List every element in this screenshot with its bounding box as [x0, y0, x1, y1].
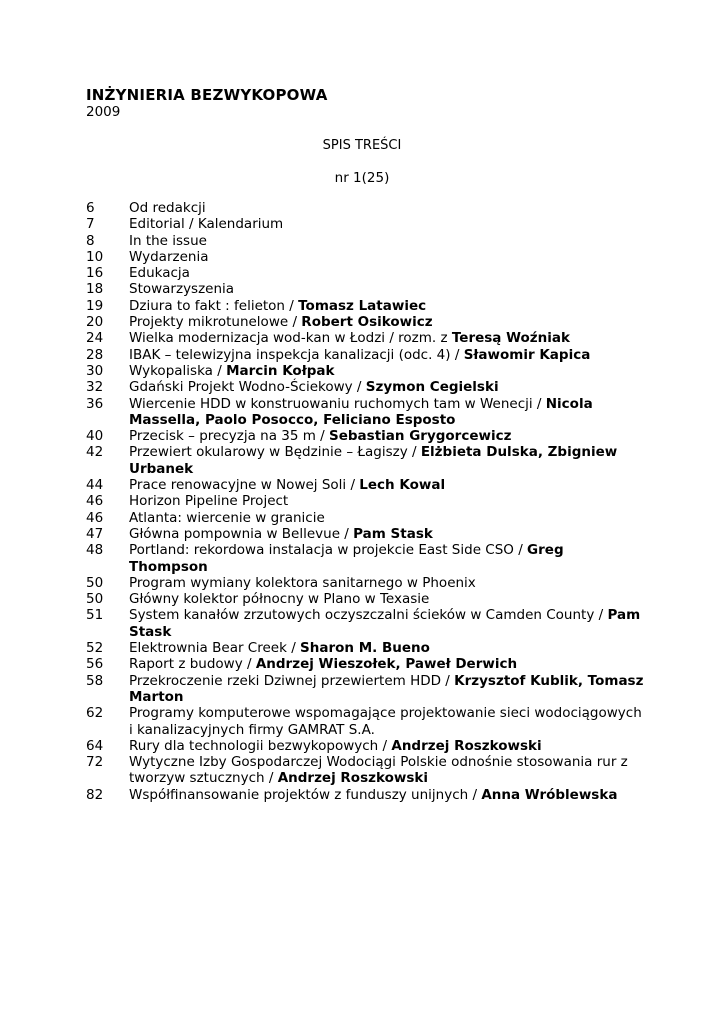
toc-author: Andrzej Roszkowski	[277, 770, 428, 787]
toc-entry	[86, 738, 646, 754]
toc-page-number: 47	[86, 525, 104, 542]
toc-title: Gdański Projekt Wodno-Ściekowy /	[129, 379, 366, 396]
toc-entry-text	[129, 428, 646, 444]
toc-entry	[86, 314, 646, 330]
toc-entry-text	[129, 298, 646, 314]
toc-entry	[86, 510, 646, 526]
toc-title: Wydarzenia	[129, 248, 209, 265]
toc-title: Od redakcji	[129, 200, 206, 216]
toc-author: Lech Kowal	[359, 477, 446, 494]
toc-title: In the issue	[129, 232, 207, 249]
toc-entry-text	[129, 396, 646, 429]
toc-page-number: 7	[86, 216, 95, 233]
toc-author: Andrzej Roszkowski	[391, 737, 542, 754]
toc-page-number: 44	[86, 477, 104, 494]
toc-entry	[86, 330, 646, 346]
toc-title: Elektrownia Bear Creek /	[129, 640, 301, 657]
toc-title: Edukacja	[129, 265, 190, 282]
toc-entry-text	[129, 265, 646, 281]
toc-page-number: 18	[86, 281, 104, 298]
toc-author: Marcin Kołpak	[226, 362, 335, 379]
toc-entry	[86, 216, 646, 232]
toc-entry	[86, 526, 646, 542]
toc-entry	[86, 347, 646, 363]
toc-entry-text	[129, 249, 646, 265]
toc-entry-text	[129, 200, 646, 216]
toc-heading: SPIS TREŚCI	[322, 138, 402, 153]
toc-page-number: 46	[86, 509, 104, 526]
toc-page-number: 30	[86, 362, 104, 379]
toc-entry-text	[129, 330, 646, 346]
toc-page-number: 36	[86, 395, 104, 412]
toc-entry-text	[129, 510, 646, 526]
toc-entry	[86, 754, 646, 787]
toc-entry	[86, 428, 646, 444]
toc-page-number: 6	[86, 200, 95, 216]
toc-author: Sebastian Grygorcewicz	[329, 428, 512, 445]
toc-author: Robert Osikowicz	[301, 314, 433, 331]
toc-entry	[86, 493, 646, 509]
toc-author: Elżbieta Dulska, Zbigniew Urbanek	[129, 444, 618, 477]
toc-entry-text	[129, 787, 646, 803]
toc-author: Tomasz Latawiec	[298, 297, 427, 314]
toc-entry-text	[129, 444, 646, 477]
toc-author: Nicola Massella, Paolo Posocco, Feliciano Esposto	[129, 395, 593, 428]
toc-entry-text	[129, 493, 646, 509]
toc-author: Pam Stask	[129, 607, 641, 640]
toc-title: Stowarzyszenia	[129, 281, 235, 298]
toc-title: Wiercenie HDD w konstruowaniu ruchomych tam w Wenecji /	[129, 395, 546, 412]
toc-page-number: 52	[86, 640, 104, 657]
toc-page-number: 10	[86, 248, 104, 265]
toc-title: Horizon Pipeline Project	[129, 493, 289, 510]
toc-entry-text	[129, 363, 646, 379]
toc-page-number: 16	[86, 265, 104, 282]
journal-year: 2009	[86, 104, 121, 120]
toc-title: IBAK – telewizyjna inspekcja kanalizacji (odc. 4) /	[129, 346, 464, 363]
toc-page-number: 48	[86, 542, 104, 559]
toc-page-number: 51	[86, 607, 104, 624]
toc-entry-text	[129, 233, 646, 249]
toc-entry	[86, 281, 646, 297]
toc-entry	[86, 233, 646, 249]
toc-entry	[86, 787, 646, 803]
toc-author: Sławomir Kapica	[463, 346, 591, 363]
toc-author: Szymon Cegielski	[365, 379, 499, 396]
toc-page-number: 8	[86, 232, 95, 249]
toc-title: Projekty mikrotunelowe /	[129, 314, 302, 331]
toc-title: System kanałów zrzutowych oczyszczalni ścieków w Camden County /	[129, 607, 608, 624]
toc-entry-text	[129, 640, 646, 656]
toc-entry-text	[129, 379, 646, 395]
toc-title: Główna pompownia w Bellevue /	[129, 525, 354, 542]
toc-title: Przewiert okularowy w Będzinie – Łagiszy /	[129, 444, 421, 461]
toc-title: Program wymiany kolektora sanitarnego w Phoenix	[129, 574, 476, 591]
toc-title: Dziura to fakt : felieton /	[129, 297, 299, 314]
toc-entry-text	[129, 216, 646, 232]
toc-page-number: 28	[86, 346, 104, 363]
toc-entry-text	[129, 347, 646, 363]
toc-entry-text	[129, 607, 646, 640]
toc-title: Wykopaliska /	[129, 362, 227, 379]
toc-page-number: 19	[86, 297, 104, 314]
toc-author: Andrzej Wieszołek, Paweł Derwich	[255, 656, 518, 673]
toc-entry	[86, 640, 646, 656]
toc-entry	[86, 673, 646, 706]
toc-entry	[86, 363, 646, 379]
toc-entry	[86, 379, 646, 395]
toc-entry	[86, 249, 646, 265]
toc-entry-text	[129, 477, 646, 493]
toc-title: Programy komputerowe wspomagające projektowanie sieci wodociągowych i kanalizacyjnych firmy GAMRAT S.A.	[129, 705, 642, 738]
toc-page-number: 20	[86, 314, 104, 331]
toc-entry-text	[129, 673, 646, 706]
toc-entry	[86, 705, 646, 738]
toc-entry-text	[129, 754, 646, 787]
table-of-contents	[86, 200, 646, 803]
toc-page-number: 58	[86, 672, 104, 689]
toc-title: Wytyczne Izby Gospodarczej Wodociągi Polskie odnośnie stosowania rur z tworzyw sztucznych /	[129, 754, 628, 787]
toc-page-number: 62	[86, 705, 104, 722]
toc-entry	[86, 607, 646, 640]
toc-author: Teresą Woźniak	[451, 330, 570, 347]
toc-page-number: 64	[86, 737, 104, 754]
toc-title: Współfinansowanie projektów z funduszy unijnych /	[129, 786, 482, 803]
toc-title: Wielka modernizacja wod-kan w Łodzi / rozm. z	[129, 330, 452, 347]
toc-entry-text	[129, 591, 646, 607]
toc-entry-text	[129, 526, 646, 542]
toc-entry	[86, 265, 646, 281]
toc-entry	[86, 396, 646, 429]
toc-title: Editorial / Kalendarium	[129, 216, 284, 233]
toc-title: Przecisk – precyzja na 35 m /	[129, 428, 330, 445]
toc-entry	[86, 656, 646, 672]
toc-entry	[86, 575, 646, 591]
toc-entry-text	[129, 656, 646, 672]
toc-author: Greg Thompson	[129, 542, 564, 575]
toc-author: Pam Stask	[353, 525, 433, 542]
toc-page-number: 40	[86, 428, 104, 445]
toc-page-number: 46	[86, 493, 104, 510]
issue-number: nr 1(25)	[334, 170, 390, 186]
toc-page-number: 56	[86, 656, 104, 673]
toc-author: Krzysztof Kublik, Tomasz Marton	[129, 672, 644, 705]
toc-entry-text	[129, 738, 646, 754]
toc-author: Sharon M. Bueno	[300, 640, 430, 657]
toc-title: Portland: rekordowa instalacja w projekcie East Side CSO /	[129, 542, 528, 559]
toc-entry	[86, 444, 646, 477]
toc-title: Prace renowacyjne w Nowej Soli /	[129, 477, 360, 494]
journal-title: INŻYNIERIA BEZWYKOPOWA	[86, 86, 328, 104]
toc-entry	[86, 200, 646, 216]
toc-entry-text	[129, 281, 646, 297]
toc-entry	[86, 477, 646, 493]
toc-title: Raport z budowy /	[129, 656, 256, 673]
toc-entry	[86, 542, 646, 575]
toc-entry-text	[129, 542, 646, 575]
toc-page-number: 32	[86, 379, 104, 396]
toc-page-number: 82	[86, 786, 104, 803]
toc-title: Atlanta: wiercenie w granicie	[129, 509, 325, 526]
toc-page-number: 24	[86, 330, 104, 347]
toc-entry-text	[129, 575, 646, 591]
toc-title: Rury dla technologii bezwykopowych /	[129, 737, 392, 754]
toc-entry	[86, 591, 646, 607]
toc-entry-text	[129, 705, 646, 738]
toc-page-number: 50	[86, 591, 104, 608]
toc-author: Anna Wróblewska	[481, 786, 618, 803]
toc-title: Przekroczenie rzeki Dziwnej przewiertem HDD /	[129, 672, 455, 689]
toc-page-number: 42	[86, 444, 104, 461]
toc-page-number: 72	[86, 754, 104, 771]
toc-page-number: 50	[86, 574, 104, 591]
toc-entry	[86, 298, 646, 314]
toc-title: Główny kolektor północny w Plano w Texasie	[129, 591, 430, 608]
toc-entry-text	[129, 314, 646, 330]
